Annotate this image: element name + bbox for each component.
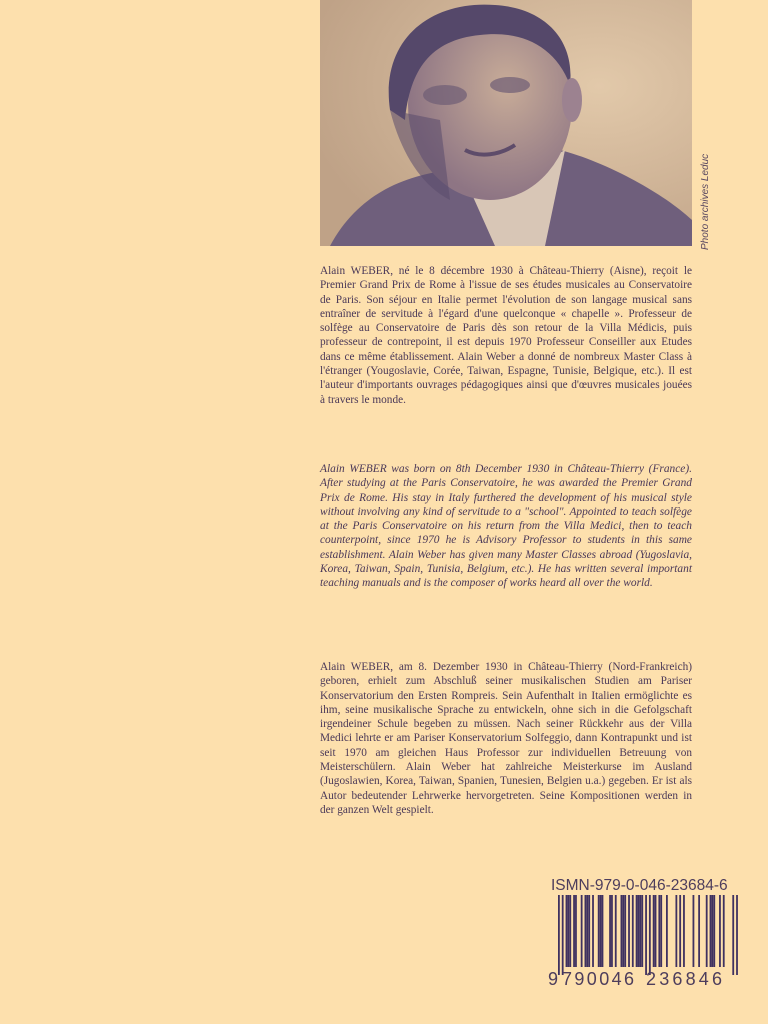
barcode-bar [628, 895, 630, 967]
barcode-bar [636, 895, 638, 967]
barcode-bar [632, 895, 634, 967]
barcode-bar [562, 895, 564, 975]
barcode-bar [679, 895, 681, 967]
biography-french-text: Alain WEBER, né le 8 décembre 1930 à Château-Thierry (Aisne), reçoit le Premier Grand Prix de Rome à l'issue de ses études musicales au Conservatoire de Paris. Son séjour en Italie permet l'évolution de son langage musical sans entraîner de servitude à l'égard d'une quelconque « chapelle ». Professeur de solfège au Conservatoire de Paris dès son retour de la Villa Médicis, puis professeur de contrepoint, il est depuis 1970 Professeur Conseiller aux Etudes dans ce même établissement. Alain Weber a donné de nombreux Master Class à l'étranger (Yougoslavie, Corée, Taiwan, Espagne, Tunisie, Belgique, etc.). Il est l'auteur d'importants ouvrages pédagogiques ainsi que d'œuvres musicales jouées à travers le monde. [320, 265, 692, 406]
biography-english [320, 462, 692, 591]
barcode-bar [645, 895, 647, 975]
barcode-digits-right: 236846 [646, 969, 722, 987]
barcode-bar [649, 895, 651, 975]
barcode-bar [713, 895, 715, 967]
ismn-number: ISMN-979-0-046-23684-6 [551, 877, 728, 894]
barcode [548, 895, 738, 987]
barcode-bar [675, 895, 677, 967]
barcode-bar [592, 895, 594, 967]
barcode-bar [711, 895, 713, 967]
biography-german [320, 660, 692, 817]
photo-credit: Photo archives Leduc [700, 153, 711, 250]
barcode-bar [621, 895, 623, 967]
portrait-photo [320, 0, 692, 246]
barcode-bar [641, 895, 643, 967]
barcode-bar [602, 895, 604, 967]
barcode-bar [658, 895, 660, 967]
barcode-bar [624, 895, 626, 967]
barcode-bar [683, 895, 685, 967]
barcode-bar [609, 895, 611, 967]
barcode-graphic [548, 895, 738, 987]
barcode-bar [719, 895, 721, 967]
barcode-bar [655, 895, 657, 967]
barcode-bar [585, 895, 587, 967]
barcode-bar [588, 895, 590, 967]
barcode-bar [566, 895, 568, 967]
barcode-bar [567, 895, 569, 967]
biography-german-text: Alain WEBER, am 8. Dezember 1930 in Château-Thierry (Nord-Frankreich) geboren, erhielt zum Abschluß seiner musikalischen Studien am Pariser Konservatorium den Ersten Rompreis. Sein Aufenthalt in Italien ermöglichte es ihm, seine musikalische Sprache zu entwickeln, ohne sich in die Gefolgschaft irgendeiner Schule begeben zu müssen. Nach seiner Rückkehr aus der Villa Medici lehrte er am Pariser Konservatorium Solfeggio, dann Kontrapunkt und ist seit 1970 am gleichen Haus Professor zur individuellen Betreuung von Meisterschülern. Alain Weber hat zahlreiche Meisterkurse im Ausland (Jugoslawien, Korea, Taiwan, Spanien, Tunesien, Belgien u.a.) gegeben. Er ist als Autor bedeutender Lehrwerke hervorgetreten. Seine Kompositionen werden in der ganzen Welt gespielt. [320, 661, 692, 816]
barcode-digit-first: 9 [548, 969, 559, 987]
barcode-bar [622, 895, 624, 967]
barcode-digits-left: 790046 [562, 969, 634, 987]
barcode-bar [600, 895, 602, 967]
barcode-bar [581, 895, 583, 967]
barcode-bar [573, 895, 575, 967]
barcode-bar [710, 895, 712, 967]
barcode-bar [569, 895, 571, 967]
barcode-bar [611, 895, 613, 967]
barcode-bar [706, 895, 708, 967]
barcode-bar [615, 895, 617, 967]
barcode-bar [736, 895, 738, 975]
barcode-bar [723, 895, 725, 967]
barcode-bar [666, 895, 668, 967]
biography-english-text: Alain WEBER was born on 8th December 1930 in Château-Thierry (France). After studying at the Paris Conservatoire, he was awarded the Premier Grand Prix de Rome. His stay in Italy furthered the development of his musical style without involving any kind of servitude to a "school". Appointed to teach solfège at the Paris Conservatoire on his return from the Villa Medici, then to teach counterpoint, since 1970 he is Advisory Professor to students in this same establishment. Alain Weber has given many Master Classes abroad (Yugoslavia, Korea, Taiwan, Spain, Tunisia, Belgium, etc.). He has written several important teaching manuals and is the composer of works heard all over the world. [320, 463, 692, 590]
portrait-illustration [320, 0, 692, 246]
barcode-bar [653, 895, 655, 967]
barcode-bar [575, 895, 577, 967]
barcode-bar [698, 895, 700, 967]
barcode-bar [558, 895, 560, 975]
biography-french [320, 264, 692, 407]
barcode-bar [693, 895, 695, 967]
barcode-bar [732, 895, 734, 975]
barcode-bar [639, 895, 641, 967]
barcode-bars [558, 895, 738, 975]
barcode-bar [660, 895, 662, 967]
barcode-bar [598, 895, 600, 967]
barcode-bar [586, 895, 588, 967]
barcode-bar [638, 895, 640, 967]
